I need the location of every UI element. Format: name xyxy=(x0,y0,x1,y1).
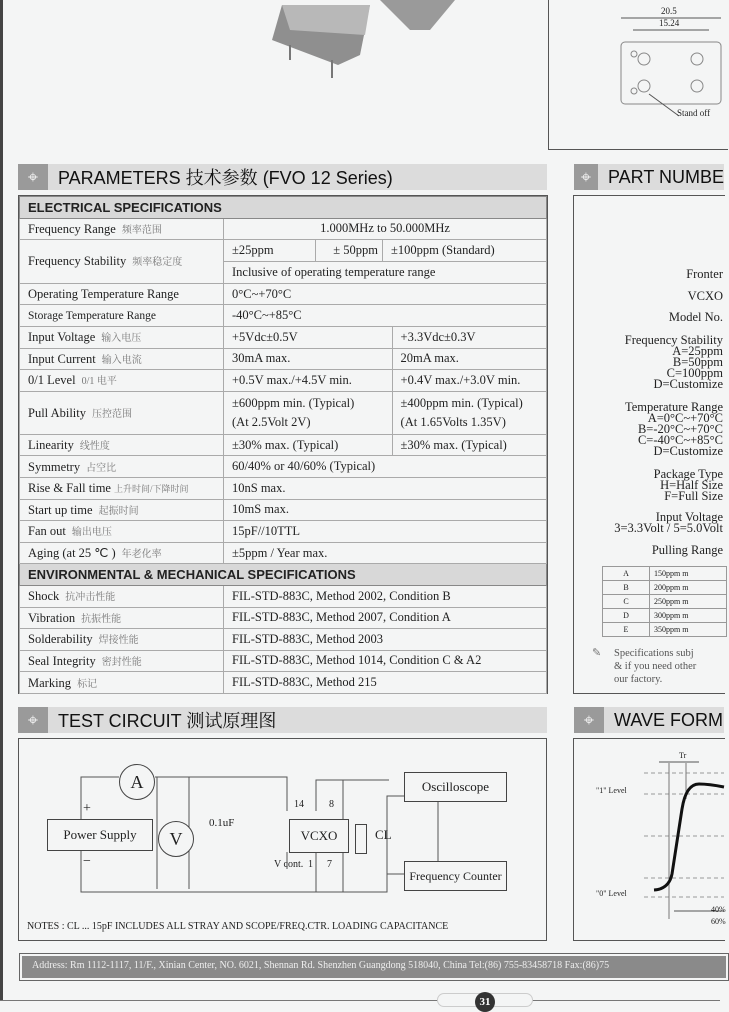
pull-5v-cond: (At 2.5Volt 2V) xyxy=(232,414,311,429)
table-row xyxy=(603,609,727,623)
load-capacitor xyxy=(355,824,367,854)
row-label: Pull Ability xyxy=(28,405,87,420)
parameters-header xyxy=(18,164,547,190)
capacitor-label: 0.1uF xyxy=(209,817,235,829)
pin-7: 7 xyxy=(327,859,332,870)
stability-50: ± 50ppm xyxy=(316,240,383,261)
pn-note xyxy=(614,647,696,686)
row-label-cn: 标记 xyxy=(77,678,98,690)
part-number-header xyxy=(574,164,724,190)
row-value: ±5ppm / Year max. xyxy=(224,542,547,564)
vcxo-block: VCXO xyxy=(289,819,349,853)
row-label: Operating Temperature Range xyxy=(20,283,224,305)
row-label: Shock xyxy=(28,589,60,604)
pull-3v: ±400ppm min. (Typical) xyxy=(400,395,523,410)
table-row xyxy=(20,585,547,607)
plus-sign: + xyxy=(83,801,91,816)
pn-stab-opt: D=Customize xyxy=(653,377,723,391)
row-value-5v: +5Vdc±0.5V xyxy=(224,326,393,348)
pn-stab-opt: C=100ppm xyxy=(666,366,723,380)
waveform-plot xyxy=(574,739,724,939)
pn-temp-opt: B=-20°C~+70°C xyxy=(637,422,723,436)
row-value: FIL-STD-883C, Method 2002, Condition B xyxy=(224,585,547,607)
circuit-notes: NOTES : CL ... 15pF INCLUDES ALL STRAY AND SCOPE/FREQ.CTR. LOADING CAPACITANCE xyxy=(27,921,449,932)
row-value-5v: 30mA max. xyxy=(224,348,393,370)
pull-value: 250ppm m xyxy=(650,595,727,609)
row-value: 0°C~+70°C xyxy=(224,283,547,305)
percent-40: 40% xyxy=(711,905,726,914)
tr-label: Tr xyxy=(679,751,687,760)
row-value: 10nS max. xyxy=(224,477,547,499)
row-value-3v: +0.4V max./+3.0V min. xyxy=(392,370,546,392)
row-label-cn: 输出电压 xyxy=(71,527,112,539)
level-0-label: "0" Level xyxy=(596,889,627,898)
table-row xyxy=(20,456,547,478)
row-label-cn: 年老化率 xyxy=(121,549,162,561)
row-label: Solderability xyxy=(28,632,93,647)
row-value: FIL-STD-883C, Method 215 xyxy=(224,672,547,694)
row-label-cn: 频率范围 xyxy=(121,224,162,236)
pn-volt-title: Input Voltage xyxy=(655,510,723,524)
electrical-header: ELECTRICAL SPECIFICATIONS xyxy=(20,197,547,219)
note-line: & if you need other xyxy=(614,661,697,672)
table-row xyxy=(20,521,547,543)
note-line: Specifications subj xyxy=(614,648,694,659)
pn-stability xyxy=(625,335,723,390)
row-label: Aging (at 25 ℃ ) xyxy=(28,546,116,561)
dimension-drawing xyxy=(548,0,728,150)
pn-pkg-title: Package Type xyxy=(653,467,723,481)
environmental-header: ENVIRONMENTAL & MECHANICAL SPECIFICATIONS xyxy=(20,564,547,586)
table-row xyxy=(20,434,547,456)
row-label-cn: 压控范围 xyxy=(92,408,133,420)
stability-note: Inclusive of operating temperature range xyxy=(224,262,547,284)
table-row xyxy=(20,607,547,629)
row-label-cn: 0/1 电平 xyxy=(81,376,117,388)
table-row xyxy=(20,629,547,651)
pn-stab-title: Frequency Stability xyxy=(624,333,723,347)
pn-pkg-opt: H=Half Size xyxy=(660,478,723,492)
pn-pkg-opt: F=Full Size xyxy=(664,489,723,503)
pulling-table xyxy=(602,566,727,637)
frequency-counter: Frequency Counter xyxy=(404,861,507,891)
note-line: our factory. xyxy=(614,674,663,685)
table-row xyxy=(603,581,727,595)
row-value-3v: 20mA max. xyxy=(392,348,546,370)
row-value-3v: ±30% max. (Typical) xyxy=(392,434,546,456)
crosshair-icon: ⌖ xyxy=(18,164,48,190)
cl-label: CL xyxy=(375,827,392,842)
table-row xyxy=(20,477,547,499)
dim-outer: 20.5 xyxy=(661,6,677,16)
part-number-title: PART NUMBE xyxy=(607,166,724,187)
row-label-cn: 抗振性能 xyxy=(81,613,122,625)
stand-off-label: Stand off xyxy=(677,108,711,118)
table-row xyxy=(603,623,727,637)
vcont-label: V cont. xyxy=(274,859,304,870)
test-circuit-title: TEST CIRCUIT 测试原理图 xyxy=(58,711,277,731)
test-circuit-header xyxy=(18,707,547,733)
table-row xyxy=(20,391,547,434)
row-label: Linearity xyxy=(28,438,74,453)
pin-14: 14 xyxy=(294,799,304,810)
row-value-5v: ±30% max. (Typical) xyxy=(224,434,393,456)
pull-code: C xyxy=(603,595,650,609)
pn-temperature xyxy=(625,402,723,457)
pull-code: B xyxy=(603,581,650,595)
part-number-box xyxy=(573,195,725,694)
wave-form-box xyxy=(573,738,725,941)
pn-fronter: Fronter xyxy=(686,267,723,281)
row-label: Input Voltage xyxy=(28,330,96,345)
row-value-5v: +0.5V max./+4.5V min. xyxy=(224,370,393,392)
row-label: Symmetry xyxy=(28,459,81,474)
row-value: 10mS max. xyxy=(224,499,547,521)
table-row xyxy=(20,348,547,370)
row-label: 0/1 Level xyxy=(28,373,76,388)
pn-pulling: Pulling Range xyxy=(651,543,723,557)
pn-package xyxy=(654,469,723,502)
crosshair-icon: ⌖ xyxy=(574,707,604,733)
pn-stab-opt: A=25ppm xyxy=(672,344,723,358)
table-row xyxy=(603,595,727,609)
table-row xyxy=(20,240,547,262)
row-label: Rise & Fall time xyxy=(28,480,111,495)
row-value: FIL-STD-883C, Method 1014, Condition C & A2 xyxy=(224,650,547,672)
row-label: Frequency Stability xyxy=(28,254,127,269)
dim-inner: 15.24 xyxy=(659,18,680,28)
table-row xyxy=(20,218,547,240)
row-label: Start up time xyxy=(28,502,93,517)
parameters-title: PARAMETERS 技术参数 (FVO 12 Series) xyxy=(58,168,393,188)
row-label-cn: 线性度 xyxy=(79,441,110,453)
table-row xyxy=(20,542,547,564)
level-1-label: "1" Level xyxy=(596,786,627,795)
pull-code: A xyxy=(603,567,650,581)
row-label-cn: 密封性能 xyxy=(101,656,142,668)
row-value: 1.000MHz to 50.000MHz xyxy=(224,218,547,240)
pull-value: 200ppm m xyxy=(650,581,727,595)
table-row xyxy=(20,305,547,327)
row-label-cn: 输入电压 xyxy=(101,333,142,345)
pn-volt-opt: 3=3.3Volt / 5=5.0Volt xyxy=(614,521,723,535)
row-label-cn: 频率稳定度 xyxy=(132,257,183,269)
crosshair-icon: ⌖ xyxy=(18,707,48,733)
page-border xyxy=(0,0,3,1000)
row-value: FIL-STD-883C, Method 2003 xyxy=(224,629,547,651)
pn-temp-opt: D=Customize xyxy=(653,444,723,458)
footer xyxy=(19,953,729,981)
pull-value: 350ppm m xyxy=(650,623,727,637)
page-number: 31 xyxy=(475,992,495,1012)
wave-form-title: WAVE FORM xyxy=(614,709,723,730)
table-row xyxy=(20,650,547,672)
table-row xyxy=(20,672,547,694)
percent-60: 60% xyxy=(711,917,726,926)
row-label: Frequency Range xyxy=(28,221,116,236)
row-label-cn: 输入电流 xyxy=(101,354,142,366)
note-icon: ✎ xyxy=(592,647,602,659)
table-row xyxy=(20,326,547,348)
pull-value: 150ppm m xyxy=(650,567,727,581)
crosshair-icon: ⌖ xyxy=(574,164,598,190)
stability-25: ±25ppm xyxy=(224,240,316,261)
pull-code: D xyxy=(603,609,650,623)
ammeter: A xyxy=(119,764,155,800)
test-circuit-box xyxy=(18,738,547,941)
pull-5v: ±600ppm min. (Typical) xyxy=(232,395,355,410)
row-label-cn: 焊接性能 xyxy=(98,635,139,647)
row-label: Seal Integrity xyxy=(28,653,96,668)
voltmeter: V xyxy=(158,821,194,857)
row-label-cn: 抗冲击性能 xyxy=(65,592,116,604)
row-value: 60/40% or 40/60% (Typical) xyxy=(224,456,547,478)
footer-address: Address: Rm 1112-1117, 11/F., Xinian Center, NO. 6021, Shennan Rd. Shenzhen Guangdong 518040, China Tel:(86) 755-83458718 Fax:(86)75 xyxy=(22,956,726,978)
row-label: Storage Temperature Range xyxy=(20,305,224,327)
row-label-cn: 上升时间/下降时间 xyxy=(113,483,189,494)
row-label: Vibration xyxy=(28,610,76,625)
pin-1: 1 xyxy=(308,859,313,870)
pn-vcxo: VCXO xyxy=(687,289,723,303)
row-value: -40°C~+85°C xyxy=(224,305,547,327)
pull-3v-cond: (At 1.65Volts 1.35V) xyxy=(400,414,506,429)
pn-temp-title: Temperature Range xyxy=(624,400,723,414)
row-label-cn: 起振时间 xyxy=(98,505,139,517)
pn-temp-opt: C=-40°C~+85°C xyxy=(637,433,723,447)
pn-voltage xyxy=(614,512,723,534)
table-row xyxy=(20,283,547,305)
pull-value: 300ppm m xyxy=(650,609,727,623)
product-photo xyxy=(260,0,460,80)
table-row xyxy=(603,567,727,581)
spec-table xyxy=(18,195,548,694)
row-label: Fan out xyxy=(28,524,66,539)
pn-temp-opt: A=0°C~+70°C xyxy=(647,411,723,425)
pin-8: 8 xyxy=(329,799,334,810)
pn-stab-opt: B=50ppm xyxy=(672,355,723,369)
oscilloscope: Oscilloscope xyxy=(404,772,507,802)
row-value: FIL-STD-883C, Method 2007, Condition A xyxy=(224,607,547,629)
pull-code: E xyxy=(603,623,650,637)
power-supply: Power Supply xyxy=(47,819,153,851)
table-row xyxy=(20,370,547,392)
row-value: 15pF//10TTL xyxy=(224,521,547,543)
row-label: Input Current xyxy=(28,351,96,366)
row-value-3v: +3.3Vdc±0.3V xyxy=(392,326,546,348)
row-label-cn: 占空比 xyxy=(86,462,117,474)
wave-form-header xyxy=(574,707,724,733)
bottom-rule xyxy=(0,1000,720,1001)
minus-sign: − xyxy=(83,854,91,869)
stability-100: ±100ppm (Standard) xyxy=(391,243,495,258)
row-label: Marking xyxy=(28,675,72,690)
pn-model: Model No. xyxy=(668,310,723,324)
table-row xyxy=(20,499,547,521)
